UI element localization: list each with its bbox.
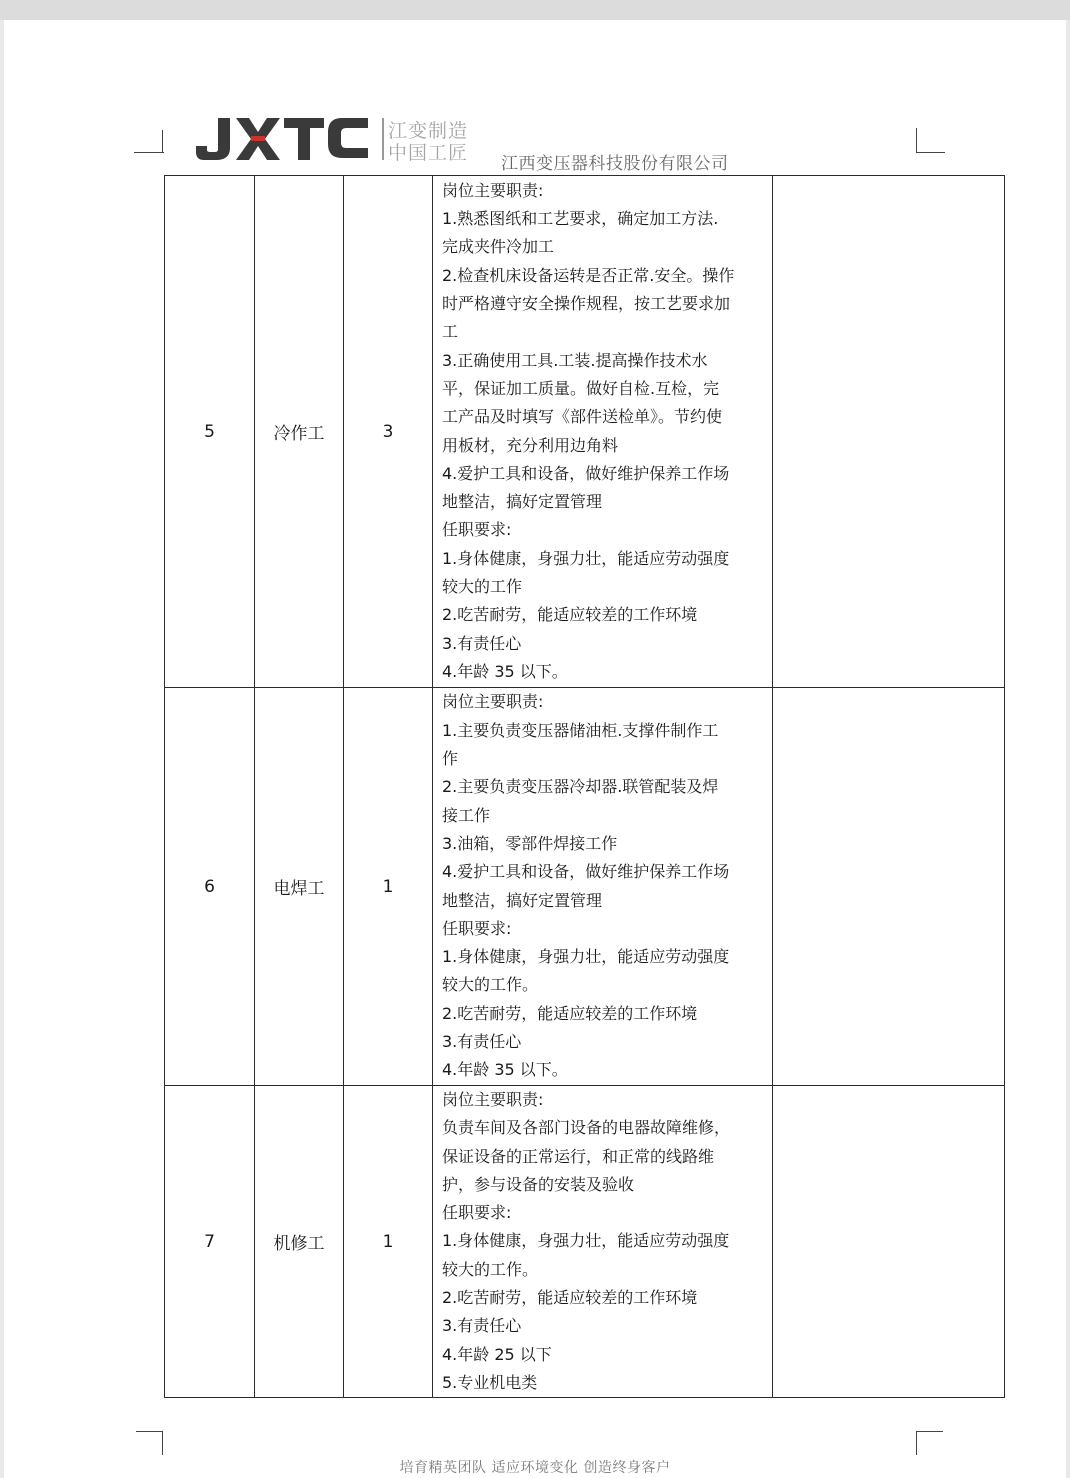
description-line: 任职要求: [442, 918, 512, 938]
jxtc-logo [196, 116, 371, 162]
description-line: 较大的工作。 [442, 975, 539, 995]
crop-mark-bottom-right [917, 1431, 943, 1432]
job-title: 电焊工 [255, 688, 344, 1086]
job-description [433, 1086, 773, 1398]
description-line: 1.主要负责变压器储油柜.支撑件制作工 [442, 720, 719, 740]
job-description [433, 688, 773, 1086]
row-number: 5 [165, 176, 255, 688]
document-page [4, 20, 1066, 1478]
description-line: 1.身体健康，身强力壮，能适应劳动强度 [442, 947, 730, 967]
description-line: 1.熟悉图纸和工艺要求，确定加工方法. [442, 209, 719, 229]
row-number: 6 [165, 688, 255, 1086]
crop-mark-top-right-v [916, 128, 917, 153]
headcount: 3 [344, 176, 433, 688]
description-line: 地整洁，搞好定置管理 [442, 890, 603, 910]
description-line: 5.专业机电类 [442, 1372, 538, 1392]
remarks-cell [773, 1086, 1005, 1398]
job-description [433, 176, 773, 688]
description-line: 较大的工作 [442, 576, 523, 596]
crop-mark-bottom-left [136, 1431, 162, 1432]
description-line: 任职要求: [442, 1203, 512, 1223]
description-line: 3.有责任心 [442, 633, 522, 653]
description-line: 3.有责任心 [442, 1031, 522, 1051]
description-line: 4.年龄 35 以下。 [442, 661, 568, 681]
description-line: 负责车间及各部门设备的电器故障维修， [442, 1118, 731, 1138]
job-title: 机修工 [255, 1086, 344, 1398]
description-line: 工 [442, 322, 459, 342]
description-line: 保证设备的正常运行，和正常的线路维 [442, 1146, 715, 1166]
crop-mark-top-left [134, 152, 164, 153]
logo-accent-bar [251, 136, 265, 141]
description-line: 4.爱护工具和设备，做好维护保养工作场 [442, 862, 730, 882]
table-row [165, 688, 1005, 1086]
description-line: 时严格遵守安全操作规程，按工艺要求加 [442, 294, 731, 314]
description-line: 完成夹件冷加工 [442, 237, 555, 257]
crop-mark-bottom-left-v [162, 1431, 163, 1455]
description-line: 地整洁，搞好定置管理 [442, 492, 603, 512]
remarks-cell [773, 688, 1005, 1086]
description-line: 用板材，充分利用边角料 [442, 435, 619, 455]
crop-mark-top-left-v [162, 130, 163, 153]
description-line: 4.年龄 25 以下 [442, 1344, 552, 1364]
logo-letter-t [284, 118, 324, 160]
description-line: 4.年龄 35 以下。 [442, 1060, 568, 1080]
crop-mark-top-right [917, 152, 945, 153]
headcount: 1 [344, 1086, 433, 1398]
description-line: 1.身体健康，身强力壮，能适应劳动强度 [442, 1231, 730, 1251]
table-row [165, 1086, 1005, 1398]
description-line: 作 [442, 749, 459, 769]
job-table [164, 175, 1005, 1398]
headcount: 1 [344, 688, 433, 1086]
description-line: 岗位主要职责: [442, 1090, 544, 1109]
description-line: 1.身体健康，身强力壮，能适应劳动强度 [442, 548, 730, 568]
logo-letter-j [196, 118, 230, 160]
description-line: 任职要求: [442, 520, 512, 540]
description-line: 2.主要负责变压器冷却器.联管配装及焊 [442, 777, 719, 797]
description-line: 4.爱护工具和设备，做好维护保养工作场 [442, 463, 730, 483]
row-number: 7 [165, 1086, 255, 1398]
description-line: 2.吃苦耐劳，能适应较差的工作环境 [442, 605, 698, 625]
logo-letter-c [328, 118, 368, 158]
description-line: 接工作 [442, 805, 491, 825]
remarks-cell [773, 176, 1005, 688]
description-line: 岗位主要职责: [442, 692, 544, 712]
description-line: 工产品及时填写《部件送检单》。节约使 [442, 407, 723, 427]
job-title: 冷作工 [255, 176, 344, 688]
description-line: 岗位主要职责: [442, 180, 544, 200]
crop-mark-bottom-right-v [916, 1431, 917, 1455]
logo-separator [382, 118, 384, 160]
description-line: 3.有责任心 [442, 1316, 522, 1336]
description-line: 3.正确使用工具.工装.提高操作技术水 [442, 350, 708, 370]
description-line: 3.油箱，零部件焊接工作 [442, 833, 618, 853]
viewer-top-strip [0, 0, 1070, 20]
footer-slogan: 培育精英团队 适应环境变化 创造终身客户 [399, 1460, 671, 1476]
description-line: 2.检查机床设备运转是否正常.安全。操作 [442, 265, 735, 285]
description-line: 2.吃苦耐劳，能适应较差的工作环境 [442, 1003, 698, 1023]
description-line: 较大的工作。 [442, 1259, 539, 1279]
logo-chinese-text [382, 116, 482, 162]
table-row [165, 176, 1005, 688]
description-line: 护，参与设备的安装及验收 [442, 1174, 635, 1194]
company-name: 江西变压器科技股份有限公司 [501, 154, 729, 174]
description-line: 平，保证加工质量。做好自检.互检，完 [442, 378, 720, 398]
description-line: 2.吃苦耐劳，能适应较差的工作环境 [442, 1288, 698, 1308]
logo-cn-line-1: 江变制造 [388, 120, 469, 142]
logo-cn-line-2: 中国工匠 [388, 142, 469, 164]
